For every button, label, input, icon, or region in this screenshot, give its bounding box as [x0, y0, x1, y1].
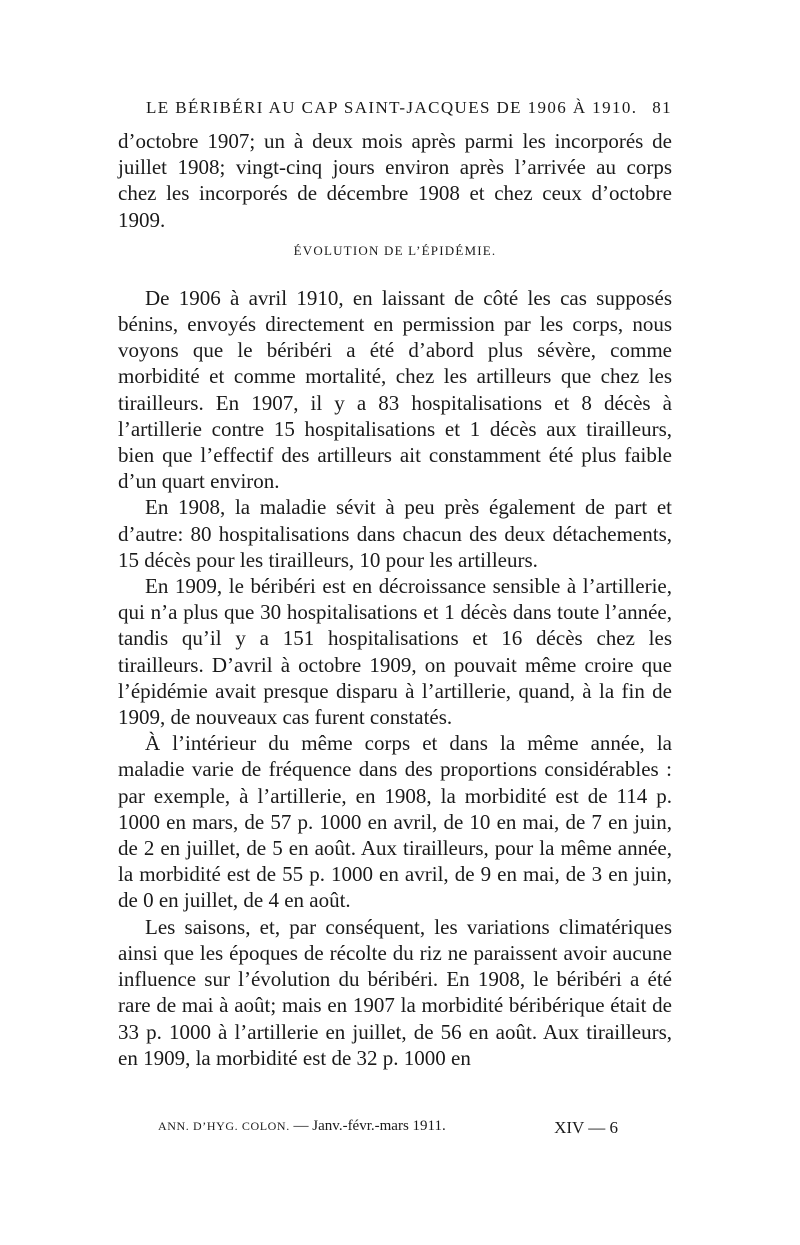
footer-separator: —	[293, 1118, 309, 1134]
body-text	[118, 128, 672, 1071]
page-footer	[158, 1118, 638, 1135]
paragraph: Les saisons, et, par conséquent, les variations climatériques ainsi que les époques de récolte du riz ne paraissent avoir aucune influence sur l’évolution du béribéri. En 1908, le béribéri a été rare de mai à août; mais en 1907 la morbidité béribérique était de 33 p. 1000 à l’artillerie en juillet, de 56 en août. Aux tirailleurs, en 1909, la morbidité est de 32 p. 1000 en	[118, 914, 672, 1070]
paragraph: À l’intérieur du même corps et dans la même année, la maladie varie de fréquence dans des proportions considérables : par exemple, à l’artillerie, en 1908, la morbidité est de 114 p. 1000 en mars, de 57 p. 1000 en avril, de 10 en mai, de 7 en juin, de 2 en juillet, de 5 en août. Aux tirailleurs, pour la même année, la morbidité est de 55 p. 1000 en avril, de 9 en mai, de 3 en juin, de 0 en juillet, de 4 en août.	[118, 731, 672, 913]
paragraph: De 1906 à avril 1910, en laissant de côté les cas supposés bénins, envoyés directement en permission par les corps, nous voyons que le béribéri a été d’abord plus sévère, comme morbidité et comme mortalité, chez les artilleurs que chez les tirailleurs. En 1907, il y a 83 hospitalisations et 8 décès à l’artillerie contre 15 hospitalisations et 1 décès aux tirailleurs, bien que l’effectif des artilleurs ait constamment été plus faible d’un quart environ.	[118, 285, 672, 494]
running-title: LE BÉRIBÉRI AU CAP SAINT-JACQUES DE 1906 À 1910.	[146, 98, 638, 117]
page-number: 81	[652, 98, 672, 117]
running-head	[146, 98, 672, 118]
paragraph: En 1909, le béribéri est en décroissance sensible à l’artillerie, qui n’a plus que 30 hospitalisations et 1 décès dans toute l’année, tandis qu’il y a 151 hospitalisations et 16 décès chez les tirailleurs. D’avril à octobre 1909, on pouvait même croire que l’épidémie avait presque disparu à l’artillerie, quand, à la fin de 1909, de nouveaux cas furent constatés.	[118, 574, 672, 730]
issue-date: Janv.-févr.-mars 1911.	[312, 1118, 446, 1134]
section-heading: ÉVOLUTION DE L’ÉPIDÉMIE.	[293, 242, 497, 258]
volume-issue: XIV — 6	[554, 1118, 618, 1137]
paragraph: En 1908, la maladie sévit à peu près également de part et d’autre: 80 hospitalisations dans chacun des deux détachements, 15 décès pour les tirailleurs, 10 pour les artilleurs.	[118, 495, 672, 572]
continuation-paragraph: d’octobre 1907; un à deux mois après parmi les incorporés de juillet 1908; vingt-cinq jours environ après l’arrivée au corps chez les incorporés de décembre 1908 et chez ceux d’octobre 1909.	[118, 129, 672, 232]
journal-abbreviation: ANN. D’HYG. COLON.	[158, 1119, 290, 1133]
